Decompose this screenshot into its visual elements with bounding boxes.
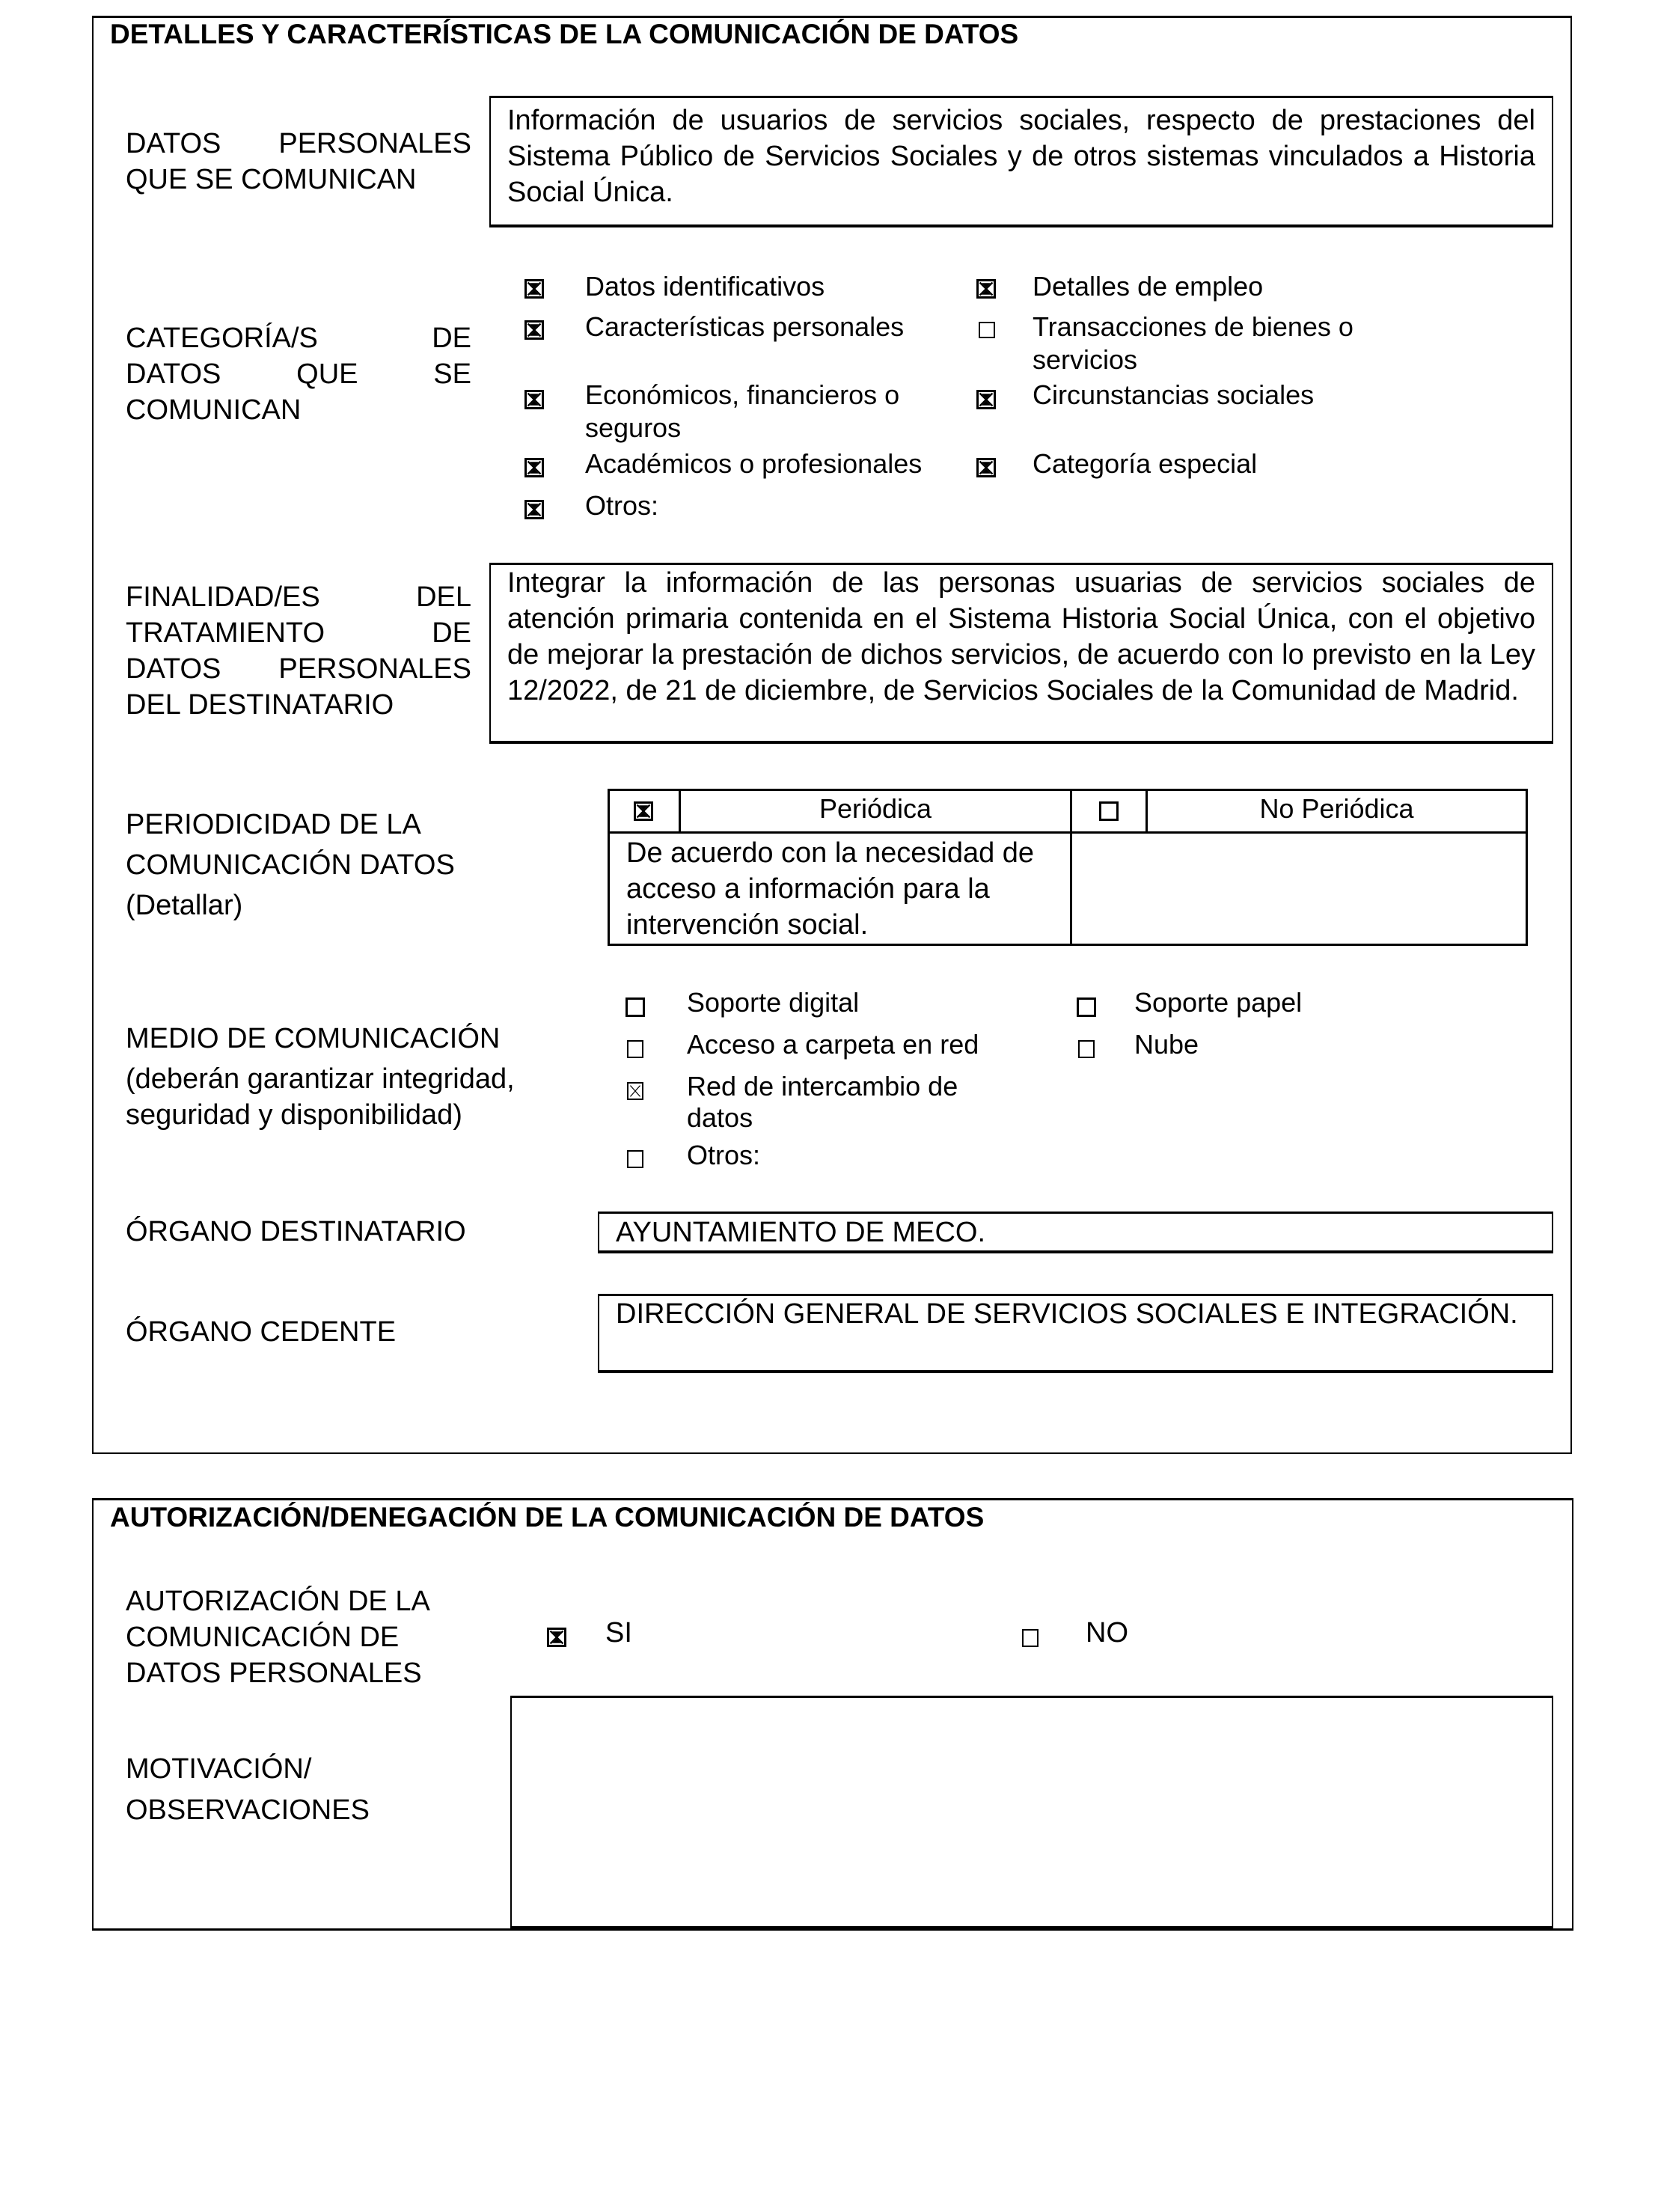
checkbox-detalles-empleo[interactable] bbox=[976, 279, 996, 299]
motivacion-label-line1: MOTIVACIÓN/ bbox=[126, 1753, 312, 1785]
option-categoria-especial: Categoría especial bbox=[1033, 448, 1258, 479]
organo-destinatario-field[interactable]: AYUNTAMIENTO DE MECO. bbox=[598, 1212, 1553, 1253]
checkbox-periodica[interactable] bbox=[634, 801, 653, 821]
periodica-label: Periódica bbox=[680, 790, 1071, 833]
option-no: NO bbox=[1086, 1617, 1128, 1649]
option-si: SI bbox=[605, 1617, 632, 1649]
organo-destinatario-label: ÓRGANO DESTINATARIO bbox=[126, 1216, 466, 1247]
checkbox-no[interactable] bbox=[1022, 1629, 1039, 1647]
datos-personales-field[interactable]: Información de usuarios de servicios sociales, respecto de prestaciones del Sistema Público de Servicios Sociales y de otros sistemas vinculados a Historia Social Única. bbox=[489, 96, 1553, 227]
checkbox-academicos[interactable] bbox=[524, 458, 544, 477]
option-soporte-digital: Soporte digital bbox=[687, 987, 860, 1018]
datos-personales-label-2: QUE SE COMUNICAN bbox=[126, 164, 417, 195]
periodicidad-label-line3: (Detallar) bbox=[126, 890, 243, 921]
x-mark-icon bbox=[979, 392, 994, 407]
medio-label-line3: seguridad y disponibilidad) bbox=[126, 1099, 462, 1131]
checkbox-circunstancias-sociales[interactable] bbox=[976, 390, 996, 409]
option-red-intercambio-line2: datos bbox=[687, 1102, 753, 1133]
finalidad-label-line4: DEL DESTINATARIO bbox=[126, 689, 394, 721]
x-mark-icon bbox=[636, 804, 651, 819]
x-mark-icon bbox=[527, 392, 542, 407]
checkbox-soporte-digital[interactable] bbox=[625, 997, 645, 1017]
no-periodica-checkbox-cell[interactable] bbox=[1071, 790, 1147, 833]
periodicidad-table bbox=[608, 789, 1528, 946]
finalidad-label-line2: TRATAMIENTO DE bbox=[126, 617, 471, 649]
option-transacciones-line2: servicios bbox=[1033, 344, 1138, 375]
motivacion-field[interactable] bbox=[510, 1696, 1553, 1929]
no-periodica-label: No Periódica bbox=[1147, 790, 1527, 833]
x-mark-icon bbox=[527, 460, 542, 475]
periodica-detail[interactable]: De acuerdo con la necesidad de acceso a información para la intervención social. bbox=[609, 833, 1071, 945]
checkbox-no-periodica[interactable] bbox=[1099, 801, 1119, 821]
categorias-label-line1: CATEGORÍA/S DE bbox=[126, 323, 471, 354]
x-mark-icon bbox=[979, 460, 994, 475]
checkbox-transacciones[interactable] bbox=[979, 322, 995, 338]
x-mark-icon bbox=[527, 502, 542, 517]
checkbox-economicos[interactable] bbox=[524, 390, 544, 409]
organo-cedente-field[interactable]: DIRECCIÓN GENERAL DE SERVICIOS SOCIALES E INTEGRACIÓN. bbox=[598, 1294, 1553, 1373]
option-datos-identificativos: Datos identificativos bbox=[585, 271, 825, 302]
checkbox-otros-categoria[interactable] bbox=[524, 500, 544, 519]
checkbox-categoria-especial[interactable] bbox=[976, 458, 996, 477]
checkbox-acceso-carpeta[interactable] bbox=[627, 1040, 643, 1058]
option-transacciones-line1: Transacciones de bienes o bbox=[1033, 311, 1353, 342]
option-otros-medio: Otros: bbox=[687, 1140, 761, 1170]
option-caracteristicas-personales: Características personales bbox=[585, 311, 905, 342]
autorizacion-label-line1: AUTORIZACIÓN DE LA bbox=[126, 1586, 430, 1617]
checkbox-otros-medio[interactable] bbox=[627, 1150, 643, 1168]
datos-personales-label bbox=[126, 126, 471, 162]
periodicidad-label-line1: PERIODICIDAD DE LA bbox=[126, 809, 421, 840]
finalidad-label-line1: FINALIDAD/ES DEL bbox=[126, 581, 471, 613]
option-soporte-papel: Soporte papel bbox=[1134, 987, 1303, 1018]
finalidad-field[interactable]: Integrar la información de las personas usuarias de servicios sociales de atención primaria contenida en el Sistema Historia Social Única, con el objetivo de mejorar la prestación de dichos servicios, de acuerdo con lo previsto en la Ley 12/2022, de 21 de diciembre, de Servicios Sociales de la Comunidad de Madrid. bbox=[489, 563, 1553, 744]
checkbox-si[interactable] bbox=[547, 1628, 566, 1647]
checkbox-datos-identificativos[interactable] bbox=[524, 279, 544, 299]
autorizacion-label-line3: DATOS PERSONALES bbox=[126, 1658, 422, 1689]
medio-label-line1: MEDIO DE COMUNICACIÓN bbox=[126, 1023, 501, 1054]
checkbox-red-intercambio[interactable] bbox=[627, 1082, 643, 1100]
motivacion-label-line2: OBSERVACIONES bbox=[126, 1794, 370, 1826]
medio-label-line2: (deberán garantizar integridad, bbox=[126, 1063, 515, 1095]
section-autorizacion-title: AUTORIZACIÓN/DENEGACIÓN DE LA COMUNICACIÓN DE DATOS bbox=[110, 1502, 985, 1533]
option-economicos-line1: Económicos, financieros o bbox=[585, 379, 900, 410]
x-mark-icon bbox=[979, 281, 994, 296]
option-circunstancias-sociales: Circunstancias sociales bbox=[1033, 379, 1315, 410]
periodica-checkbox-cell[interactable] bbox=[609, 790, 680, 833]
periodicidad-label-line2: COMUNICACIÓN DATOS bbox=[126, 849, 455, 881]
option-academicos: Académicos o profesionales bbox=[585, 448, 923, 479]
option-acceso-carpeta: Acceso a carpeta en red bbox=[687, 1029, 979, 1060]
organo-cedente-label: ÓRGANO CEDENTE bbox=[126, 1316, 397, 1348]
categorias-label-line3: COMUNICAN bbox=[126, 394, 302, 426]
option-detalles-empleo: Detalles de empleo bbox=[1033, 271, 1264, 302]
datos-personales-label-line1: DATOS PERSONALES bbox=[126, 128, 471, 159]
x-mark-icon bbox=[527, 281, 542, 296]
option-economicos-line2: seguros bbox=[585, 412, 682, 443]
option-nube: Nube bbox=[1134, 1029, 1199, 1060]
checkbox-soporte-papel[interactable] bbox=[1077, 997, 1096, 1017]
x-mark-icon bbox=[527, 323, 542, 337]
x-mark-icon bbox=[549, 1630, 564, 1645]
option-otros-categoria: Otros: bbox=[585, 490, 659, 521]
x-mark-icon bbox=[628, 1084, 642, 1099]
finalidad-label-line3: DATOS PERSONALES bbox=[126, 653, 471, 685]
option-red-intercambio-line1: Red de intercambio de bbox=[687, 1071, 958, 1102]
section-detalles-title: DETALLES Y CARACTERÍSTICAS DE LA COMUNICACIÓN DE DATOS bbox=[110, 19, 1019, 49]
autorizacion-label-line2: COMUNICACIÓN DE bbox=[126, 1622, 400, 1653]
checkbox-caracteristicas-personales[interactable] bbox=[524, 320, 544, 340]
checkbox-nube[interactable] bbox=[1078, 1040, 1095, 1058]
categorias-label-line2: DATOS QUE SE bbox=[126, 358, 471, 390]
no-periodica-detail[interactable] bbox=[1071, 833, 1527, 945]
